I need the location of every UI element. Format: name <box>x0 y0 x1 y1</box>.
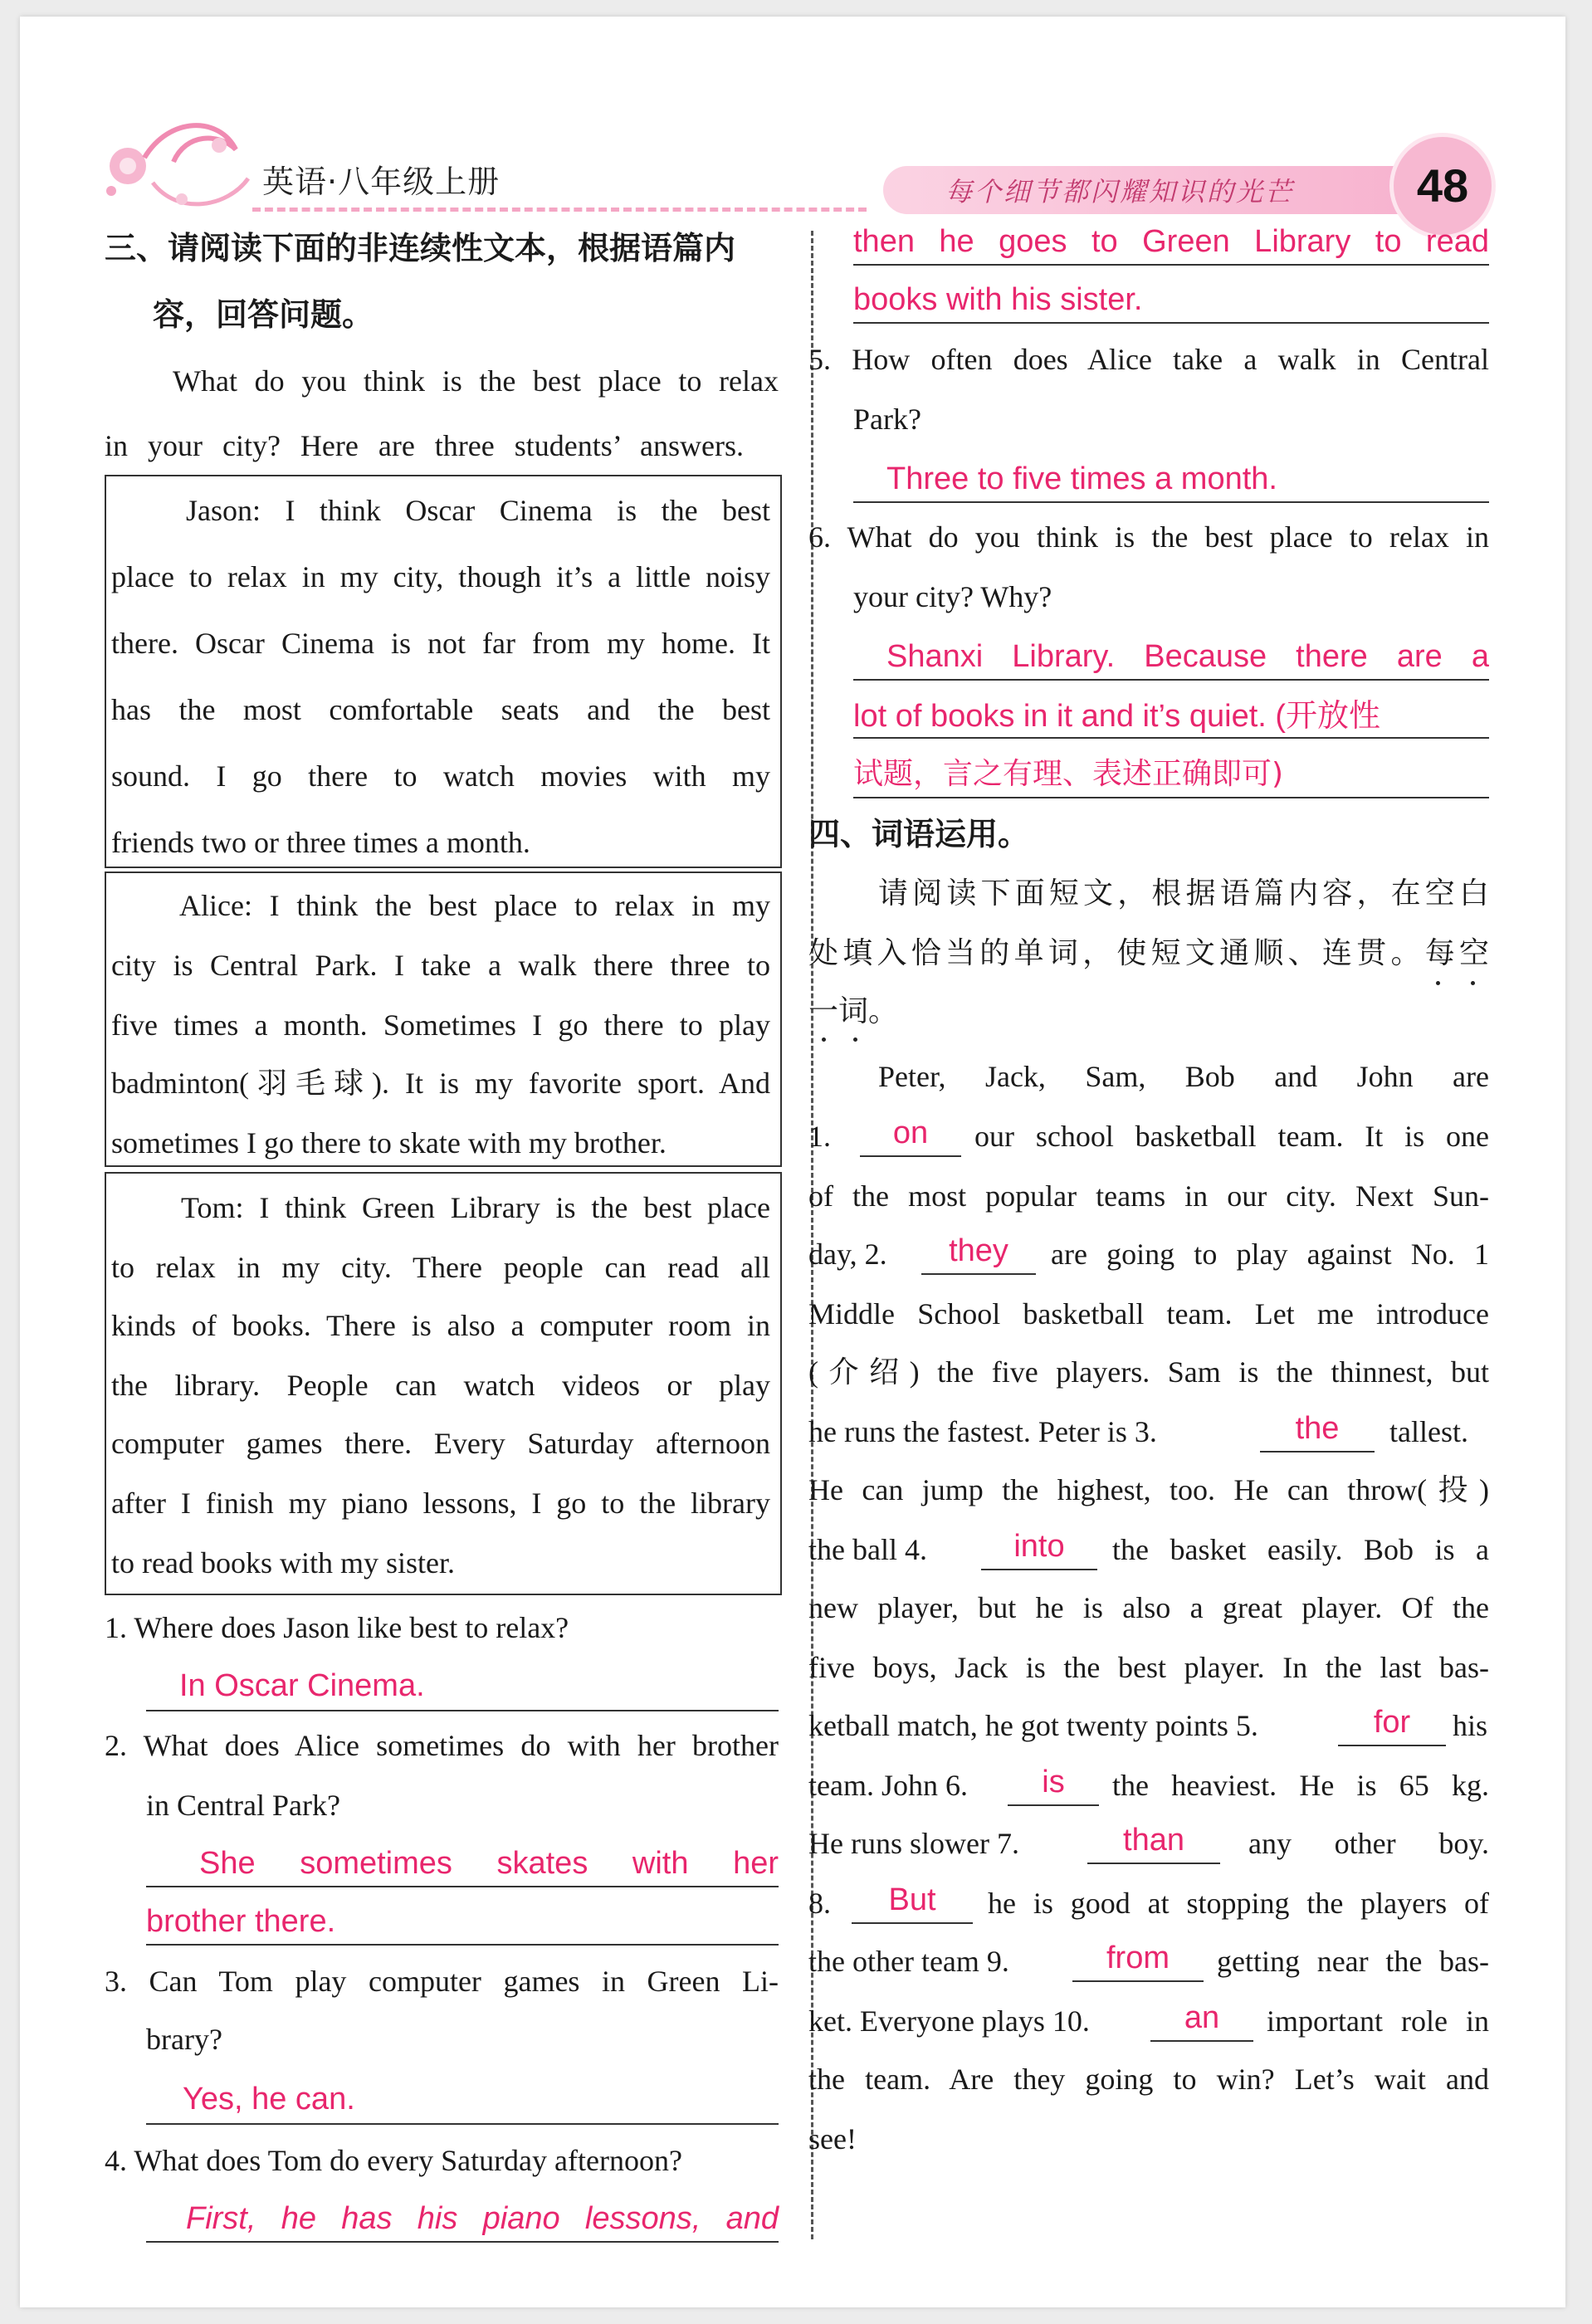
intro-line: What do you think is the best place to relax <box>173 364 779 398</box>
passage-line: the team. Are they going to win? Let’s wait and <box>808 2063 1489 2096</box>
answer-6-note: 试题，言之有理、表述正确即可) <box>853 757 1284 791</box>
passage-text: He runs slower 7. <box>808 1827 1019 1860</box>
passage-line: (介绍) the five players. Sam is the thinnest, but <box>808 1355 1489 1389</box>
passage-text: ket. Everyone plays 10. <box>808 2004 1090 2038</box>
answer-line <box>146 2123 779 2125</box>
blank-5[interactable] <box>1338 1745 1446 1746</box>
answer-line <box>853 264 1489 266</box>
jason-text-line: Jason: I think Oscar Cinema is the best <box>186 494 770 527</box>
blank-10[interactable] <box>1150 2040 1253 2042</box>
blank-7-answer: than <box>1123 1823 1184 1858</box>
workbook-page <box>20 17 1565 2307</box>
subject-label: 英语·八年级上册 <box>262 164 501 200</box>
blank-9-answer: from <box>1106 1941 1170 1975</box>
passage-text: he runs the fastest. Peter is 3. <box>808 1415 1157 1448</box>
answer-line <box>853 501 1489 503</box>
passage-line: Peter, Jack, Sam, Bob and John are <box>878 1060 1489 1093</box>
answer-2-cont: brother there. <box>146 1904 336 1939</box>
header-dashed-line <box>252 208 867 212</box>
passage-text: 1. <box>808 1120 831 1153</box>
tom-text-line: Tom: I think Green Library is the best place <box>181 1191 770 1224</box>
question-3-cont: brary? <box>146 2023 222 2056</box>
passage-text: ketball match, he got twenty points 5. <box>808 1709 1258 1742</box>
question-2: 2. What does Alice sometimes do with her brother <box>105 1729 779 1762</box>
blank-5-answer: for <box>1373 1705 1411 1740</box>
passage-text: the ball 4. <box>808 1533 927 1566</box>
answer-5: Three to five times a month. <box>886 461 1277 496</box>
page-number: 48 <box>1416 159 1469 212</box>
alice-text-line: Alice: I think the best place to relax in my <box>179 889 770 922</box>
passage-text: are going to play against No. 1 <box>1051 1238 1489 1271</box>
floral-ornament-icon <box>95 100 261 224</box>
passage-line: see! <box>808 2122 857 2156</box>
passage-text: important role in <box>1267 2004 1489 2038</box>
blank-7[interactable] <box>1087 1863 1220 1864</box>
section4-instruction: 一词。 <box>808 994 899 1028</box>
tom-text-line: to read books with my sister. <box>111 1546 455 1579</box>
passage-text: getting near the bas- <box>1217 1945 1489 1978</box>
passage-text: day, 2. <box>808 1238 887 1271</box>
question-5-cont: Park? <box>853 403 921 436</box>
tom-text-line: to relax in my city. There people can read all <box>111 1251 770 1284</box>
jason-text-line: has the most comfortable seats and the best <box>111 693 770 726</box>
blank-6[interactable] <box>1008 1804 1099 1806</box>
blank-4[interactable] <box>981 1569 1097 1570</box>
tom-text-line: the library. People can watch videos or play <box>111 1369 770 1402</box>
section4-instruction: 处填入恰当的单词，使短文通顺、连贯。每空 <box>808 936 1489 970</box>
blank-4-answer: into <box>1013 1529 1065 1564</box>
blank-3[interactable] <box>1260 1451 1375 1452</box>
passage-line: Middle School basketball team. Let me introduce <box>808 1297 1489 1330</box>
jason-text-line: there. Oscar Cinema is not far from my home. It <box>111 627 770 660</box>
tom-text-line: after I finish my piano lessons, I go to the library <box>111 1487 770 1520</box>
alice-text-line: sometimes I go there to skate with my brother. <box>111 1126 667 1160</box>
question-4: 4. What does Tom do every Saturday afternoon? <box>105 2144 682 2177</box>
tom-text-line: kinds of books. There is also a computer room in <box>111 1309 770 1342</box>
passage-text: he is good at stopping the players of <box>988 1887 1489 1920</box>
alice-text-line: city is Central Park. I take a walk there three to <box>111 949 770 982</box>
header-motto: 每个细节都闪耀知识的光芒 <box>945 176 1295 208</box>
blank-8[interactable] <box>852 1922 973 1924</box>
answer-3: Yes, he can. <box>183 2082 355 2116</box>
passage-line: of the most popular teams in our city. Next Sun- <box>808 1179 1489 1213</box>
answer-line <box>853 322 1489 324</box>
passage-line: five boys, Jack is the best player. In the last bas- <box>808 1651 1489 1684</box>
section4-title: 四、词语运用。 <box>808 816 1030 852</box>
answer-4: First, he has his piano lessons, and <box>186 2201 779 2236</box>
passage-text: 8. <box>808 1887 831 1920</box>
question-5: 5. How often does Alice take a walk in Central <box>808 343 1489 376</box>
question-3: 3. Can Tom play computer games in Green Li- <box>105 1965 779 1998</box>
emphasis-dot <box>1471 981 1475 985</box>
answer-line <box>146 2241 779 2243</box>
blank-6-answer: is <box>1042 1765 1065 1799</box>
passage-text: any other boy. <box>1248 1827 1489 1860</box>
answer-4-cont: books with his sister. <box>853 282 1143 317</box>
answer-6-cont: lot of books in it and it’s quiet. (开放性 <box>853 699 1381 734</box>
passage-text: tallest. <box>1389 1415 1468 1448</box>
emphasis-dot <box>853 1038 857 1042</box>
question-2-cont: in Central Park? <box>146 1789 340 1822</box>
blank-2[interactable] <box>921 1273 1036 1275</box>
question-6: 6. What do you think is the best place to relax in <box>808 520 1489 554</box>
passage-text: the heaviest. He is 65 kg. <box>1112 1769 1489 1802</box>
emphasis-dot <box>822 1038 826 1042</box>
blank-9[interactable] <box>1072 1980 1204 1982</box>
emphasis-dot <box>1436 981 1440 985</box>
blank-1[interactable] <box>860 1155 961 1157</box>
blank-10-answer: an <box>1184 2000 1220 2035</box>
jason-text-line: sound. I go there to watch movies with my <box>111 759 770 793</box>
passage-text: our school basketball team. It is one <box>974 1120 1489 1153</box>
answer-line <box>146 1944 779 1946</box>
section3-title-line1: 三、请阅读下面的非连续性文本，根据语篇内 <box>105 230 736 266</box>
answer-4-cont: then he goes to Green Library to read <box>853 224 1489 259</box>
blank-2-answer: they <box>949 1233 1008 1268</box>
section4-instruction: 请阅读下面短文，根据语篇内容，在空白 <box>878 876 1489 911</box>
question-6-cont: your city? Why? <box>853 580 1052 613</box>
passage-text: the basket easily. Bob is a <box>1112 1533 1489 1566</box>
answer-line <box>146 1710 779 1711</box>
answer-line <box>853 737 1489 739</box>
answer-6: Shanxi Library. Because there are a <box>886 639 1489 674</box>
answer-line <box>146 1886 779 1887</box>
alice-text-line: badminton(羽毛球). It is my favorite sport. And <box>111 1067 770 1100</box>
passage-line: new player, but he is also a great player. Of the <box>808 1591 1489 1624</box>
intro-line: in your city? Here are three students’ answers. <box>105 429 744 462</box>
answer-line <box>853 797 1489 798</box>
jason-text-line: place to relax in my city, though it’s a little noisy <box>111 560 770 593</box>
passage-text: his <box>1453 1709 1488 1742</box>
jason-answer-box <box>105 475 782 868</box>
jason-text-line: friends two or three times a month. <box>111 826 530 859</box>
section3-title-line2: 容，回答问题。 <box>153 296 374 333</box>
blank-3-answer: the <box>1295 1411 1340 1446</box>
answer-2: She sometimes skates with her <box>199 1846 779 1881</box>
passage-text: the other team 9. <box>808 1945 1009 1978</box>
blank-1-answer: on <box>892 1116 929 1150</box>
tom-text-line: computer games there. Every Saturday afternoon <box>111 1427 770 1460</box>
alice-text-line: five times a month. Sometimes I go there to play <box>111 1008 770 1042</box>
answer-line <box>853 679 1489 681</box>
passage-text: team. John 6. <box>808 1769 968 1802</box>
question-1: 1. Where does Jason like best to relax? <box>105 1611 569 1644</box>
blank-8-answer: But <box>888 1882 936 1917</box>
passage-line: He can jump the highest, too. He can throw(投) <box>808 1473 1489 1506</box>
answer-1: In Oscar Cinema. <box>179 1668 425 1703</box>
